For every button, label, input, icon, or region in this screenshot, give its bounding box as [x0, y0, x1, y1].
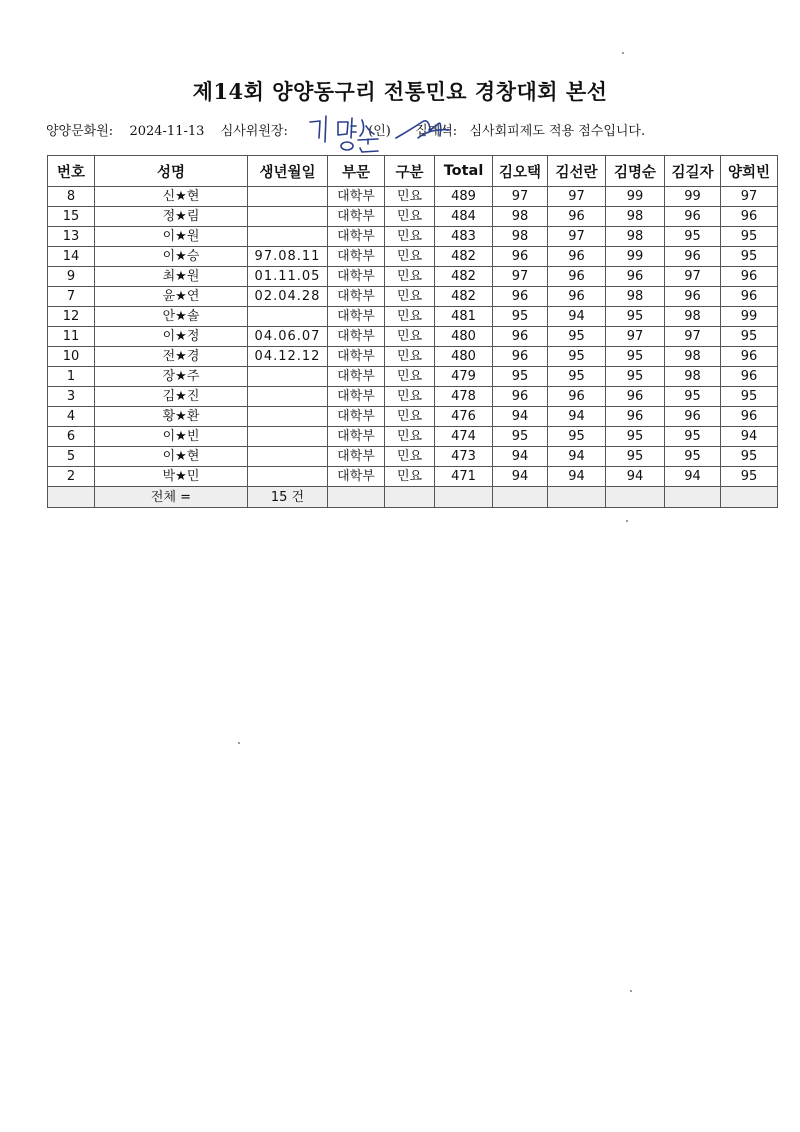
header-judge-4: 김길자 — [665, 156, 721, 187]
cell-birthdate — [248, 227, 328, 247]
cell-number: 1 — [48, 367, 95, 387]
cell-judge-2: 94 — [548, 447, 606, 467]
cell-category: 민요 — [385, 347, 435, 367]
table-row — [48, 467, 778, 487]
cell-judge-5: 96 — [721, 367, 778, 387]
header-number: 번호 — [48, 156, 95, 187]
cell-name: 이★원 — [95, 227, 248, 247]
cell-judge-5: 94 — [721, 427, 778, 447]
cell-category: 민요 — [385, 427, 435, 447]
footer-cell — [606, 487, 665, 508]
cell-total: 480 — [435, 327, 493, 347]
header-row — [48, 156, 778, 187]
cell-total: 489 — [435, 187, 493, 207]
cell-name: 윤★연 — [95, 287, 248, 307]
table-row — [48, 327, 778, 347]
cell-judge-5: 96 — [721, 207, 778, 227]
footer-cell — [548, 487, 606, 508]
cell-judge-5: 95 — [721, 467, 778, 487]
cell-division: 대학부 — [328, 387, 385, 407]
cell-total: 484 — [435, 207, 493, 227]
cell-division: 대학부 — [328, 407, 385, 427]
cell-division: 대학부 — [328, 367, 385, 387]
cell-judge-2: 97 — [548, 227, 606, 247]
cell-judge-2: 95 — [548, 367, 606, 387]
cell-birthdate — [248, 387, 328, 407]
cell-birthdate — [248, 367, 328, 387]
cell-division: 대학부 — [328, 247, 385, 267]
cell-total: 476 — [435, 407, 493, 427]
footer-row — [48, 487, 778, 508]
cell-judge-4: 95 — [665, 227, 721, 247]
cell-name: 김★진 — [95, 387, 248, 407]
cell-birthdate — [248, 427, 328, 447]
org-label: 양양문화원: — [46, 124, 114, 139]
cell-name: 이★정 — [95, 327, 248, 347]
cell-judge-2: 94 — [548, 467, 606, 487]
cell-total: 481 — [435, 307, 493, 327]
cell-judge-2: 96 — [548, 287, 606, 307]
cell-judge-1: 94 — [493, 407, 548, 427]
cell-division: 대학부 — [328, 447, 385, 467]
table-row — [48, 207, 778, 227]
cell-judge-2: 96 — [548, 247, 606, 267]
table-row — [48, 227, 778, 247]
cell-category: 민요 — [385, 387, 435, 407]
cell-name: 안★솔 — [95, 307, 248, 327]
cell-judge-2: 94 — [548, 307, 606, 327]
cell-judge-3: 98 — [606, 207, 665, 227]
cell-total: 478 — [435, 387, 493, 407]
cell-total: 483 — [435, 227, 493, 247]
scan-speck — [626, 520, 628, 522]
cell-birthdate: 04.06.07 — [248, 327, 328, 347]
cell-judge-1: 95 — [493, 367, 548, 387]
cell-judge-4: 95 — [665, 387, 721, 407]
cell-judge-4: 95 — [665, 427, 721, 447]
cell-division: 대학부 — [328, 307, 385, 327]
cell-name: 최★원 — [95, 267, 248, 287]
cell-judge-3: 95 — [606, 427, 665, 447]
cell-number: 7 — [48, 287, 95, 307]
cell-division: 대학부 — [328, 427, 385, 447]
cell-judge-3: 96 — [606, 387, 665, 407]
cell-judge-4: 96 — [665, 287, 721, 307]
cell-judge-3: 99 — [606, 247, 665, 267]
cell-division: 대학부 — [328, 327, 385, 347]
cell-judge-4: 97 — [665, 267, 721, 287]
cell-judge-3: 98 — [606, 227, 665, 247]
cell-birthdate: 01.11.05 — [248, 267, 328, 287]
cell-judge-4: 94 — [665, 467, 721, 487]
cell-judge-3: 95 — [606, 367, 665, 387]
header-judge-5: 양희빈 — [721, 156, 778, 187]
header-judge-1: 김오택 — [493, 156, 548, 187]
table-row — [48, 387, 778, 407]
cell-judge-1: 96 — [493, 247, 548, 267]
cell-category: 민요 — [385, 227, 435, 247]
cell-judge-1: 95 — [493, 307, 548, 327]
cell-judge-1: 96 — [493, 327, 548, 347]
cell-judge-5: 96 — [721, 267, 778, 287]
cell-division: 대학부 — [328, 267, 385, 287]
cell-category: 민요 — [385, 407, 435, 427]
footer-empty — [48, 487, 95, 508]
footer-cell — [493, 487, 548, 508]
note-text: 심사회피제도 적용 점수입니다. — [469, 124, 646, 139]
footer-cell — [435, 487, 493, 508]
cell-judge-1: 97 — [493, 267, 548, 287]
cell-judge-3: 95 — [606, 307, 665, 327]
cell-total: 482 — [435, 287, 493, 307]
document-title: 제14회 양양동구리 전통민요 경창대회 본선 — [192, 79, 608, 104]
table-row — [48, 427, 778, 447]
score-table — [47, 155, 778, 508]
cell-number: 14 — [48, 247, 95, 267]
cell-judge-2: 94 — [548, 407, 606, 427]
seal-text: (인) — [368, 124, 391, 139]
cell-judge-5: 97 — [721, 187, 778, 207]
cell-name: 박★민 — [95, 467, 248, 487]
cell-birthdate — [248, 207, 328, 227]
scan-speck — [630, 990, 632, 992]
cell-judge-1: 94 — [493, 447, 548, 467]
scan-speck — [622, 52, 624, 54]
cell-division: 대학부 — [328, 227, 385, 247]
cell-number: 9 — [48, 267, 95, 287]
footer-total-count: 15 건 — [248, 487, 328, 508]
cell-number: 2 — [48, 467, 95, 487]
cell-category: 민요 — [385, 467, 435, 487]
cell-judge-3: 94 — [606, 467, 665, 487]
cell-birthdate — [248, 447, 328, 467]
cell-number: 15 — [48, 207, 95, 227]
header-name: 성명 — [95, 156, 248, 187]
cell-number: 6 — [48, 427, 95, 447]
cell-judge-4: 98 — [665, 307, 721, 327]
cell-total: 471 — [435, 467, 493, 487]
cell-number: 11 — [48, 327, 95, 347]
cell-judge-1: 94 — [493, 467, 548, 487]
cell-total: 474 — [435, 427, 493, 447]
cell-total: 480 — [435, 347, 493, 367]
cell-birthdate — [248, 187, 328, 207]
table-row — [48, 287, 778, 307]
cell-judge-4: 99 — [665, 187, 721, 207]
cell-judge-1: 96 — [493, 347, 548, 367]
cell-judge-4: 96 — [665, 207, 721, 227]
cell-judge-3: 96 — [606, 407, 665, 427]
header-total: Total — [435, 156, 493, 187]
cell-category: 민요 — [385, 327, 435, 347]
cell-birthdate: 04.12.12 — [248, 347, 328, 367]
cell-total: 473 — [435, 447, 493, 467]
table-row — [48, 447, 778, 467]
cell-number: 13 — [48, 227, 95, 247]
cell-division: 대학부 — [328, 207, 385, 227]
cell-total: 482 — [435, 267, 493, 287]
cell-judge-3: 96 — [606, 267, 665, 287]
footer-cell — [721, 487, 778, 508]
header-judge-2: 김선란 — [548, 156, 606, 187]
footer-cell — [385, 487, 435, 508]
cell-category: 민요 — [385, 267, 435, 287]
cell-judge-4: 97 — [665, 327, 721, 347]
cell-judge-3: 97 — [606, 327, 665, 347]
cell-judge-3: 99 — [606, 187, 665, 207]
cell-judge-4: 96 — [665, 407, 721, 427]
cell-total: 479 — [435, 367, 493, 387]
header-judge-3: 김명순 — [606, 156, 665, 187]
cell-judge-2: 97 — [548, 187, 606, 207]
cell-division: 대학부 — [328, 467, 385, 487]
cell-judge-4: 98 — [665, 367, 721, 387]
cell-category: 민요 — [385, 287, 435, 307]
cell-judge-2: 96 — [548, 387, 606, 407]
table-row — [48, 267, 778, 287]
cell-judge-5: 96 — [721, 407, 778, 427]
cell-birthdate — [248, 407, 328, 427]
cell-judge-1: 97 — [493, 187, 548, 207]
cell-judge-5: 95 — [721, 447, 778, 467]
cell-judge-1: 98 — [493, 227, 548, 247]
cell-number: 3 — [48, 387, 95, 407]
cell-judge-1: 96 — [493, 287, 548, 307]
cell-judge-5: 96 — [721, 287, 778, 307]
cell-name: 전★경 — [95, 347, 248, 367]
cell-judge-2: 95 — [548, 347, 606, 367]
cell-category: 민요 — [385, 447, 435, 467]
cell-judge-2: 95 — [548, 327, 606, 347]
cell-name: 이★현 — [95, 447, 248, 467]
cell-name: 정★림 — [95, 207, 248, 227]
cell-total: 482 — [435, 247, 493, 267]
table-row — [48, 307, 778, 327]
note-label: 집계석: — [415, 124, 458, 139]
cell-judge-1: 96 — [493, 387, 548, 407]
cell-judge-2: 95 — [548, 427, 606, 447]
cell-division: 대학부 — [328, 187, 385, 207]
cell-judge-4: 98 — [665, 347, 721, 367]
cell-category: 민요 — [385, 207, 435, 227]
cell-judge-4: 96 — [665, 247, 721, 267]
cell-category: 민요 — [385, 187, 435, 207]
cell-birthdate: 97.08.11 — [248, 247, 328, 267]
cell-judge-1: 98 — [493, 207, 548, 227]
cell-division: 대학부 — [328, 287, 385, 307]
date-text: 2024-11-13 — [129, 124, 205, 139]
cell-judge-5: 95 — [721, 327, 778, 347]
cell-category: 민요 — [385, 247, 435, 267]
header-category: 구분 — [385, 156, 435, 187]
cell-judge-5: 95 — [721, 247, 778, 267]
header-division: 부문 — [328, 156, 385, 187]
cell-judge-2: 96 — [548, 267, 606, 287]
cell-judge-2: 96 — [548, 207, 606, 227]
cell-number: 5 — [48, 447, 95, 467]
cell-name: 이★승 — [95, 247, 248, 267]
cell-birthdate: 02.04.28 — [248, 287, 328, 307]
table-row — [48, 347, 778, 367]
cell-number: 4 — [48, 407, 95, 427]
table-row — [48, 187, 778, 207]
cell-number: 10 — [48, 347, 95, 367]
cell-judge-1: 95 — [493, 427, 548, 447]
header-birthdate: 생년월일 — [248, 156, 328, 187]
footer-total-label: 전체 = — [95, 487, 248, 508]
cell-name: 이★빈 — [95, 427, 248, 447]
cell-division: 대학부 — [328, 347, 385, 367]
table-row — [48, 407, 778, 427]
cell-judge-5: 95 — [721, 387, 778, 407]
cell-number: 12 — [48, 307, 95, 327]
footer-cell — [328, 487, 385, 508]
cell-number: 8 — [48, 187, 95, 207]
judge-label: 심사위원장: — [220, 124, 288, 139]
cell-name: 황★환 — [95, 407, 248, 427]
cell-birthdate — [248, 467, 328, 487]
cell-name: 신★현 — [95, 187, 248, 207]
cell-judge-3: 95 — [606, 347, 665, 367]
cell-name: 장★주 — [95, 367, 248, 387]
cell-judge-4: 95 — [665, 447, 721, 467]
footer-cell — [665, 487, 721, 508]
judge-signature — [300, 108, 480, 158]
cell-birthdate — [248, 307, 328, 327]
table-row — [48, 247, 778, 267]
cell-judge-3: 98 — [606, 287, 665, 307]
cell-category: 민요 — [385, 367, 435, 387]
cell-judge-5: 96 — [721, 347, 778, 367]
table-row — [48, 367, 778, 387]
cell-judge-5: 95 — [721, 227, 778, 247]
scan-speck — [238, 742, 240, 744]
cell-judge-3: 95 — [606, 447, 665, 467]
cell-judge-5: 99 — [721, 307, 778, 327]
cell-category: 민요 — [385, 307, 435, 327]
